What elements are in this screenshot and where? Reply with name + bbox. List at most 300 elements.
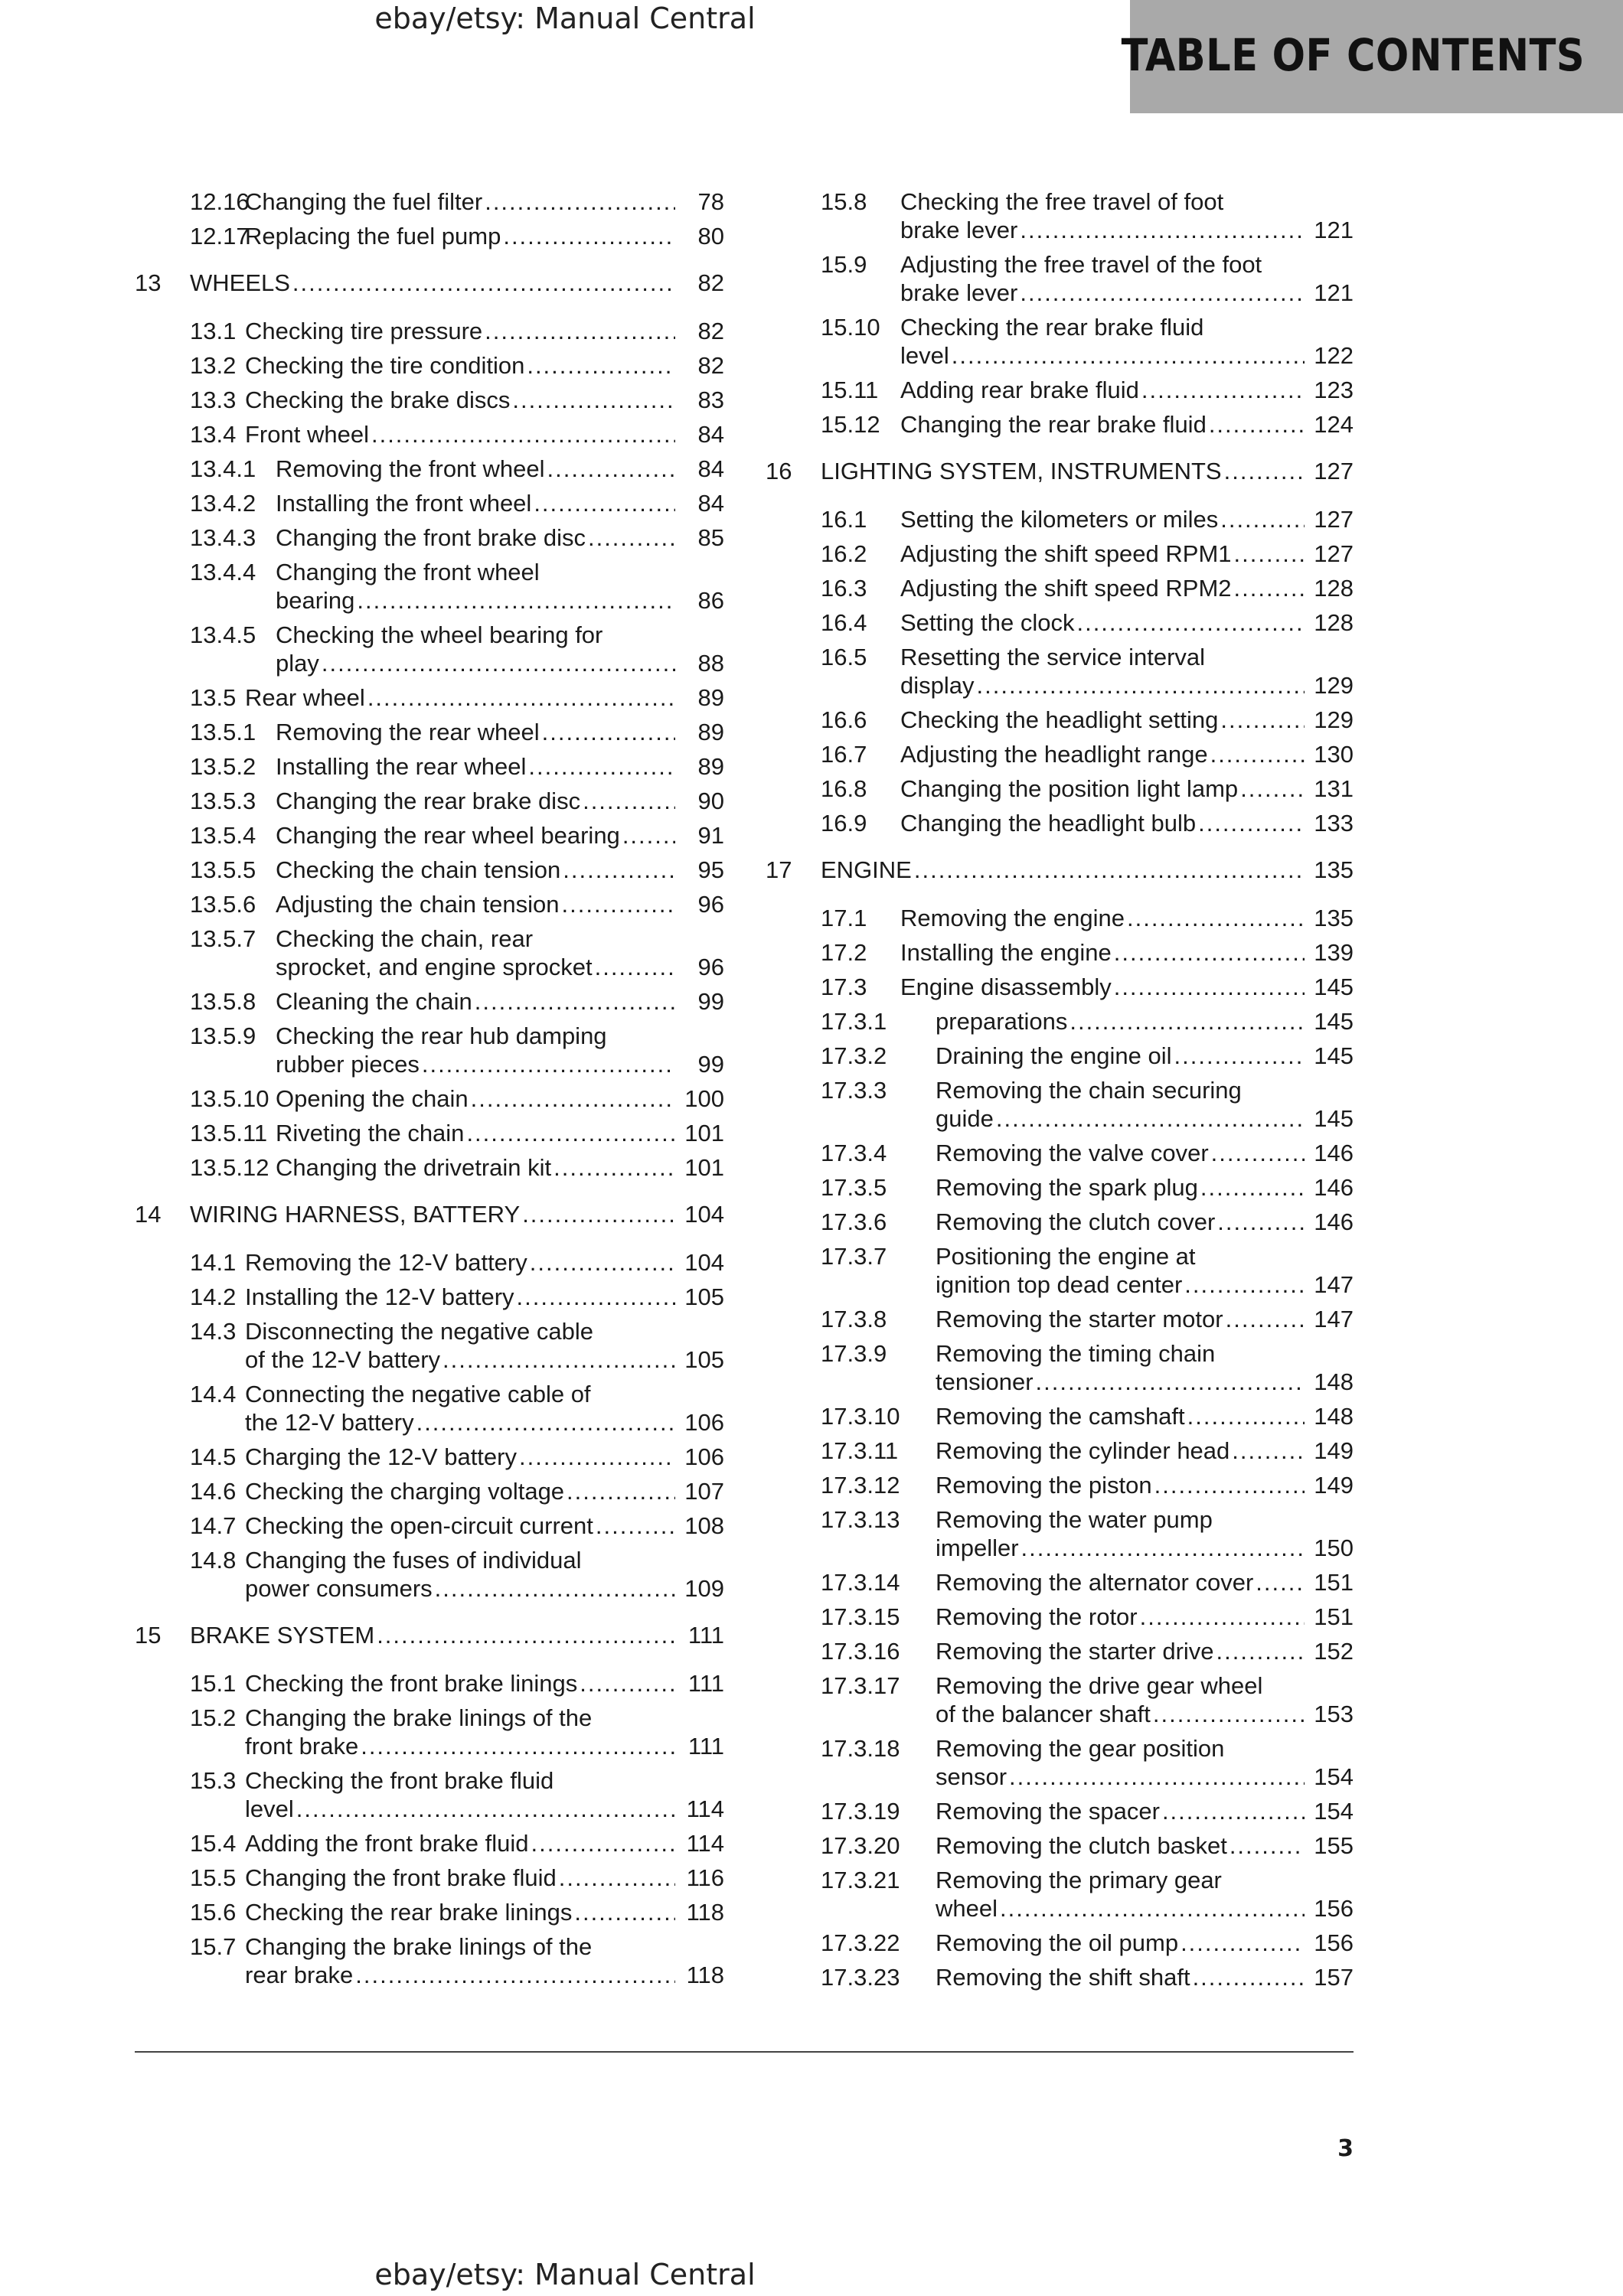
toc-entry[interactable] <box>766 250 1354 307</box>
toc-dot-leader <box>1076 608 1305 637</box>
toc-entry[interactable] <box>135 222 724 250</box>
toc-page-number: 152 <box>1314 1638 1354 1665</box>
toc-entry-title-line: Adjusting the free travel of the foot <box>900 251 1262 278</box>
toc-entry-title-line: Installing the rear wheel <box>276 753 527 780</box>
toc-dot-leader <box>567 1477 675 1505</box>
toc-entry-title-line: Adding the front brake fluid <box>245 1830 529 1857</box>
toc-dot-leader <box>361 1732 675 1760</box>
toc-entry-title-line: Removing the starter motor <box>936 1306 1223 1332</box>
toc-entry-title-line: Changing the front brake disc <box>276 524 586 551</box>
toc-dot-leader <box>1232 1437 1305 1465</box>
toc-dot-leader <box>435 1574 675 1603</box>
toc-page-number: 80 <box>697 223 724 249</box>
toc-entry-number: 16.1 <box>821 506 867 533</box>
toc-entry-number: 17.3.23 <box>821 1964 900 1991</box>
toc-entry[interactable] <box>135 1829 724 1857</box>
toc-entry-number: 16.9 <box>821 810 867 837</box>
toc-entry[interactable] <box>135 420 724 448</box>
toc-entry-number: 17.3.8 <box>821 1306 887 1332</box>
toc-entry[interactable] <box>766 973 1354 1001</box>
toc-entry-number: 17.3.13 <box>821 1506 900 1533</box>
toc-entry[interactable] <box>135 1317 724 1374</box>
toc-entry-number: 13.4.1 <box>190 455 256 482</box>
toc-entry-title-line: Front wheel <box>245 421 369 448</box>
toc-entry-number: 13.2 <box>190 352 237 379</box>
toc-page-number: 150 <box>1314 1534 1354 1561</box>
toc-entry-title-line: sprocket, and engine sprocket <box>276 954 593 980</box>
toc-entry-number: 15.12 <box>821 411 880 438</box>
toc-entry[interactable] <box>766 1437 1354 1465</box>
toc-dot-leader <box>475 987 675 1016</box>
toc-entry-number: 15.5 <box>190 1864 237 1891</box>
toc-dot-leader <box>1140 1603 1305 1631</box>
header-banner <box>1121 0 1623 113</box>
toc-entry[interactable] <box>766 809 1354 837</box>
toc-dot-leader <box>1220 706 1305 734</box>
toc-entry-number: 15.6 <box>190 1899 237 1926</box>
toc-entry[interactable] <box>766 1963 1354 1991</box>
toc-entry-title-line: Changing the fuses of individual <box>245 1547 582 1574</box>
page-number: 3 <box>1337 2135 1354 2162</box>
toc-entry[interactable] <box>135 1084 724 1113</box>
toc-dot-leader <box>1020 279 1305 307</box>
toc-entry[interactable] <box>766 1402 1354 1430</box>
toc-page-number: 128 <box>1314 609 1354 636</box>
toc-page-number: 114 <box>686 1795 724 1822</box>
toc-entry[interactable] <box>766 313 1354 370</box>
toc-entry-title-line: WIRING HARNESS, BATTERY <box>190 1201 521 1228</box>
toc-page-number: 106 <box>684 1409 724 1436</box>
toc-entry[interactable] <box>766 1831 1354 1860</box>
toc-entry-title-line: Removing the clutch cover <box>936 1208 1216 1235</box>
toc-entry-title-line: sensor <box>936 1763 1007 1790</box>
toc-dot-leader <box>367 683 675 712</box>
toc-chapter[interactable] <box>135 1200 724 1228</box>
toc-entry-title-line: Removing the clutch basket <box>936 1832 1227 1859</box>
toc-page-number: 116 <box>686 1864 724 1891</box>
toc-page-number: 146 <box>1314 1208 1354 1235</box>
toc-entry-title-line: Installing the front wheel <box>276 490 532 517</box>
toc-entry-number: 17.3.3 <box>821 1077 887 1104</box>
toc-dot-leader <box>554 1153 675 1182</box>
toc-page-number: 95 <box>697 856 724 883</box>
toc-entry-number: 17.2 <box>821 939 867 966</box>
toc-entry-title-line: Changing the headlight bulb <box>900 810 1197 837</box>
toc-entry[interactable] <box>135 925 724 981</box>
toc-entry[interactable] <box>135 489 724 517</box>
toc-dot-leader <box>522 1200 675 1228</box>
toc-entry[interactable] <box>766 706 1354 734</box>
toc-page-number: 86 <box>697 587 724 614</box>
toc-dot-leader <box>1009 1763 1305 1791</box>
toc-dot-leader <box>574 1898 675 1926</box>
toc-entry-title-line: Draining the engine oil <box>936 1042 1172 1069</box>
toc-dot-leader <box>559 1864 675 1892</box>
toc-page-number: 100 <box>684 1085 724 1112</box>
toc-page-number: 111 <box>687 1622 724 1649</box>
toc-entry[interactable] <box>135 1704 724 1760</box>
toc-entry[interactable] <box>766 1007 1354 1035</box>
toc-chapter[interactable] <box>766 856 1354 884</box>
toc-entry-title-line: Checking the rear hub damping <box>276 1022 607 1049</box>
toc-entry-number: 13.5.3 <box>190 788 256 814</box>
toc-entry-number: 17.3.15 <box>821 1603 900 1630</box>
toc-entry-number: 13.5.7 <box>190 925 256 952</box>
toc-entry-title-line: Removing the valve cover <box>936 1140 1209 1166</box>
toc-page-number: 89 <box>697 753 724 780</box>
toc-dot-leader <box>355 1961 675 1989</box>
toc-entry[interactable] <box>135 821 724 850</box>
toc-entry-title-line: Removing the spark plug <box>936 1174 1198 1201</box>
toc-entry[interactable] <box>135 718 724 746</box>
toc-entry[interactable] <box>766 1339 1354 1396</box>
toc-entry[interactable] <box>135 683 724 712</box>
toc-entry-number: 17.3.7 <box>821 1243 887 1270</box>
toc-entry-title-line: front brake <box>245 1733 359 1760</box>
toc-entry-title-line: Changing the front brake fluid <box>245 1864 557 1891</box>
toc-entry-title-line: WHEELS <box>190 269 290 296</box>
toc-entry[interactable] <box>766 1042 1354 1070</box>
toc-entry-number: 17.3.11 <box>821 1437 899 1464</box>
toc-dot-leader <box>1184 1270 1305 1299</box>
toc-entry-title-line: LIGHTING SYSTEM, INSTRUMENTS <box>821 458 1222 484</box>
toc-page-number: 109 <box>684 1575 724 1602</box>
toc-dot-leader <box>588 523 675 552</box>
toc-page-number: 153 <box>1314 1701 1354 1727</box>
toc-entry[interactable] <box>766 188 1354 244</box>
toc-entry[interactable] <box>135 987 724 1016</box>
toc-entry[interactable] <box>766 740 1354 768</box>
toc-chapter[interactable] <box>135 269 724 297</box>
toc-entry[interactable] <box>766 540 1354 568</box>
toc-entry[interactable] <box>135 188 724 216</box>
toc-entry-number: 13.1 <box>190 318 237 344</box>
toc-dot-leader <box>1224 457 1305 485</box>
toc-dot-leader <box>1181 1929 1305 1957</box>
toc-entry-title-line: level <box>245 1795 294 1822</box>
toc-entry[interactable] <box>135 455 724 483</box>
toc-page-number: 131 <box>1314 775 1354 802</box>
toc-dot-leader <box>1234 540 1305 568</box>
toc-dot-leader <box>1217 1208 1305 1236</box>
toc-entry[interactable] <box>766 1866 1354 1923</box>
toc-entry-title-line: Removing the piston <box>936 1472 1152 1499</box>
toc-entry[interactable] <box>766 410 1354 439</box>
toc-entry-number: 17.3.2 <box>821 1042 887 1069</box>
toc-entry[interactable] <box>135 1512 724 1540</box>
toc-entry-title-line: Adjusting the chain tension <box>276 891 560 918</box>
toc-page-number: 129 <box>1314 706 1354 733</box>
toc-page-number: 146 <box>1314 1140 1354 1166</box>
toc-entry[interactable] <box>135 1932 724 1989</box>
toc-page-number: 145 <box>1314 1105 1354 1132</box>
toc-entry-title-line: Adding rear brake fluid <box>900 377 1139 403</box>
toc-dot-leader <box>1226 1305 1305 1333</box>
toc-entry-title-line: Checking the chain tension <box>276 856 561 883</box>
toc-page-number: 105 <box>684 1346 724 1373</box>
toc-entry[interactable] <box>766 643 1354 700</box>
toc-entry-title-line: Charging the 12-V battery <box>245 1443 517 1470</box>
toc-dot-leader <box>542 718 675 746</box>
toc-entry[interactable] <box>766 1076 1354 1133</box>
toc-entry-title-line: play <box>276 650 319 677</box>
toc-entry-number: 15.11 <box>821 377 879 403</box>
toc-dot-leader <box>562 890 675 918</box>
toc-entry[interactable] <box>766 376 1354 404</box>
toc-dot-leader <box>519 1443 675 1471</box>
toc-dot-leader <box>485 317 675 345</box>
toc-page-number: 149 <box>1314 1437 1354 1464</box>
toc-entry[interactable] <box>135 1022 724 1078</box>
toc-entry-title-line: Resetting the service interval <box>900 644 1206 670</box>
toc-entry-number: 17.3.20 <box>821 1832 900 1859</box>
toc-entry-number: 13.4.5 <box>190 621 256 648</box>
toc-entry-number: 17.3.10 <box>821 1403 900 1430</box>
toc-page-number: 130 <box>1314 741 1354 768</box>
toc-entry[interactable] <box>766 938 1354 967</box>
toc-entry-number: 16.4 <box>821 609 867 636</box>
toc-entry-title-line: Disconnecting the negative cable <box>245 1318 593 1345</box>
toc-page-number: 108 <box>684 1512 724 1539</box>
toc-entry[interactable] <box>766 1208 1354 1236</box>
toc-entry[interactable] <box>766 1173 1354 1202</box>
toc-page-number: 84 <box>697 490 724 517</box>
toc-entry-title-line: Removing the timing chain <box>936 1340 1216 1367</box>
watermark-bottom: ebay/etsy: Manual Central <box>374 2258 756 2291</box>
toc-chapter[interactable] <box>135 1621 724 1649</box>
toc-page-number: 99 <box>697 988 724 1015</box>
toc-entry-number: 17.3.18 <box>821 1735 900 1762</box>
toc-entry-number: 15.10 <box>821 314 880 341</box>
toc-entry-title-line: Adjusting the shift speed RPM2 <box>900 575 1232 602</box>
toc-page-number: 124 <box>1314 411 1354 438</box>
toc-entry-title-line: rubber pieces <box>276 1051 420 1078</box>
toc-entry[interactable] <box>766 1568 1354 1596</box>
toc-chapter[interactable] <box>766 457 1354 485</box>
toc-dot-leader <box>534 489 675 517</box>
toc-dot-leader <box>1187 1402 1305 1430</box>
toc-entry-number: 16.5 <box>821 644 867 670</box>
toc-page-number: 111 <box>687 1733 724 1760</box>
toc-page-number: 96 <box>697 954 724 980</box>
toc-entry-number: 14.4 <box>190 1381 237 1407</box>
toc-entry-title-line: Installing the engine <box>900 939 1112 966</box>
toc-dot-leader <box>1234 574 1305 602</box>
toc-entry-number: 12.16 <box>190 188 250 215</box>
toc-entry[interactable] <box>766 1637 1354 1665</box>
toc-entry-title-line: Removing the water pump <box>936 1506 1213 1533</box>
toc-entry-title-line: Removing the rear wheel <box>276 719 540 745</box>
toc-entry-number: 15.3 <box>190 1767 237 1794</box>
toc-entry[interactable] <box>766 775 1354 803</box>
toc-page-number: 128 <box>1314 575 1354 602</box>
toc-dot-leader <box>322 649 675 677</box>
toc-dot-leader <box>416 1408 675 1437</box>
toc-page-number: 127 <box>1314 540 1354 567</box>
toc-entry-title-line: Adjusting the shift speed RPM1 <box>900 540 1232 567</box>
toc-entry-title-line: rear brake <box>245 1962 354 1988</box>
toc-entry[interactable] <box>135 1119 724 1147</box>
toc-entry[interactable] <box>766 1797 1354 1825</box>
toc-entry-title-line: Checking the free travel of foot <box>900 188 1224 215</box>
toc-entry[interactable] <box>135 523 724 552</box>
toc-entry-number: 12.17 <box>190 223 250 249</box>
toc-entry[interactable] <box>766 1305 1354 1333</box>
toc-dot-leader <box>1069 1007 1305 1035</box>
toc-entry-number: 17.3.17 <box>821 1672 900 1699</box>
toc-entry[interactable] <box>135 1669 724 1698</box>
toc-entry-title-line: level <box>900 342 949 369</box>
toc-dot-leader <box>580 1669 675 1698</box>
toc-entry-title-line: Removing the starter drive <box>936 1638 1214 1665</box>
toc-entry-title-line: Changing the rear wheel bearing <box>276 822 620 849</box>
toc-dot-leader <box>530 1248 675 1277</box>
toc-entry[interactable] <box>135 890 724 918</box>
toc-entry-number: 17.3.19 <box>821 1798 900 1825</box>
toc-entry[interactable] <box>766 1505 1354 1562</box>
toc-entry-number: 15.8 <box>821 188 867 215</box>
toc-entry-title-line: Removing the cylinder head <box>936 1437 1230 1464</box>
toc-entry-title-line: Setting the kilometers or miles <box>900 506 1219 533</box>
toc-dot-leader <box>1127 904 1305 932</box>
toc-entry-title-line: Rear wheel <box>245 684 365 711</box>
toc-entry-title-line: BRAKE SYSTEM <box>190 1622 375 1649</box>
toc-entry-number: 17.3.4 <box>821 1140 887 1166</box>
toc-entry-number: 13.5.2 <box>190 753 256 780</box>
toc-entry-title-line: impeller <box>936 1534 1019 1561</box>
toc-page-number: 82 <box>697 269 724 296</box>
toc-entry-number: 13.5.4 <box>190 822 256 849</box>
toc-entry-number: 13.5.11 <box>190 1120 268 1146</box>
toc-entry[interactable] <box>766 1603 1354 1631</box>
toc-entry[interactable] <box>135 621 724 677</box>
toc-page-number: 107 <box>684 1478 724 1505</box>
toc-entry[interactable] <box>766 1139 1354 1167</box>
toc-dot-leader <box>1174 1042 1305 1070</box>
toc-dot-leader <box>503 222 675 250</box>
toc-page-number: 154 <box>1314 1798 1354 1825</box>
toc-entry-number: 17.3.6 <box>821 1208 887 1235</box>
toc-entry-number: 15.4 <box>190 1830 237 1857</box>
toc-entry-title-line: Positioning the engine at <box>936 1243 1196 1270</box>
toc-entry[interactable] <box>135 351 724 380</box>
toc-entry[interactable] <box>135 386 724 414</box>
toc-page-number: 99 <box>697 1051 724 1078</box>
toc-entry[interactable] <box>135 856 724 884</box>
toc-page-number: 118 <box>686 1962 724 1988</box>
toc-entry[interactable] <box>135 1864 724 1892</box>
toc-entry-title-line: Changing the fuel filter <box>245 188 483 215</box>
toc-entry-title-line: of the 12-V battery <box>245 1346 441 1373</box>
toc-dot-leader <box>977 671 1305 700</box>
toc-entry-number: 17.3.21 <box>821 1867 900 1893</box>
toc-entry-number: 15.2 <box>190 1704 237 1731</box>
toc-dot-leader <box>1220 505 1305 533</box>
toc-entry-title-line: Changing the position light lamp <box>900 775 1239 802</box>
toc-entry[interactable] <box>766 1471 1354 1499</box>
toc-entry-title-line: brake lever <box>900 279 1018 306</box>
toc-entry[interactable] <box>766 574 1354 602</box>
toc-dot-leader <box>1256 1568 1305 1596</box>
toc-entry[interactable] <box>766 1734 1354 1791</box>
toc-entry-title-line: Checking the rear brake linings <box>245 1899 573 1926</box>
toc-entry[interactable] <box>135 787 724 815</box>
toc-entry[interactable] <box>135 1283 724 1311</box>
toc-entry[interactable] <box>135 1443 724 1471</box>
toc-entry-title-line: tensioner <box>936 1368 1034 1395</box>
toc-entry-title-line: Removing the camshaft <box>936 1403 1185 1430</box>
toc-entry[interactable] <box>766 1242 1354 1299</box>
toc-page-number: 135 <box>1314 905 1354 931</box>
toc-entry-title-line: ENGINE <box>821 856 912 883</box>
toc-dot-leader <box>527 351 675 380</box>
toc-dot-leader <box>1153 1700 1305 1728</box>
toc-entry-title-line: guide <box>936 1105 994 1132</box>
toc-entry-title-line: Riveting the chain <box>276 1120 465 1146</box>
toc-entry-number: 13.5.9 <box>190 1022 256 1049</box>
toc-dot-leader <box>442 1345 675 1374</box>
toc-entry[interactable] <box>766 505 1354 533</box>
toc-entry[interactable] <box>135 1477 724 1505</box>
toc-entry-number: 13.5.6 <box>190 891 256 918</box>
toc-page-number: 83 <box>697 386 724 413</box>
toc-entry-title-line: Engine disassembly <box>900 974 1112 1000</box>
toc-entry[interactable] <box>135 752 724 781</box>
toc-entry[interactable] <box>135 1898 724 1926</box>
toc-entry[interactable] <box>766 904 1354 932</box>
toc-entry[interactable] <box>766 1929 1354 1957</box>
toc-entry-number: 13.5.10 <box>190 1085 269 1112</box>
toc-entry-title-line: Changing the rear brake disc <box>276 788 581 814</box>
toc-entry-title-line: Removing the 12-V battery <box>245 1249 527 1276</box>
toc-entry-number: 13.5.12 <box>190 1154 269 1181</box>
toc-entry-number: 16 <box>766 458 792 484</box>
toc-entry-number: 17.3.9 <box>821 1340 887 1367</box>
toc-entry-title-line: Cleaning the chain <box>276 988 472 1015</box>
toc-entry[interactable] <box>135 558 724 615</box>
toc-entry-number: 16.3 <box>821 575 867 602</box>
toc-entry-number: 13.4 <box>190 421 237 448</box>
toc-page-number: 90 <box>697 788 724 814</box>
toc-entry[interactable] <box>135 1153 724 1182</box>
toc-entry[interactable] <box>766 608 1354 637</box>
toc-entry-number: 14.3 <box>190 1318 237 1345</box>
toc-page-number: 145 <box>1314 1008 1354 1035</box>
toc-dot-leader <box>1200 1173 1305 1202</box>
toc-entry[interactable] <box>135 1380 724 1437</box>
toc-entry-number: 14.8 <box>190 1547 237 1574</box>
toc-page-number: 96 <box>697 891 724 918</box>
toc-entry[interactable] <box>135 1766 724 1823</box>
toc-entry[interactable] <box>135 1546 724 1603</box>
toc-entry-title-line: Checking the front brake linings <box>245 1670 578 1697</box>
toc-page-number: 118 <box>686 1899 724 1926</box>
toc-entry[interactable] <box>135 317 724 345</box>
toc-entry[interactable] <box>766 1671 1354 1728</box>
toc-page-number: 101 <box>684 1120 724 1146</box>
toc-entry-title-line: Checking the wheel bearing for <box>276 621 603 648</box>
toc-page-number: 84 <box>697 455 724 482</box>
toc-entry-title-line: Connecting the negative cable of <box>245 1381 591 1407</box>
toc-entry[interactable] <box>135 1248 724 1277</box>
toc-dot-leader <box>528 752 675 781</box>
toc-entry-title-line: the 12-V battery <box>245 1409 414 1436</box>
watermark-top: ebay/etsy: Manual Central <box>374 2 756 35</box>
toc-dot-leader <box>1198 809 1305 837</box>
toc-entry-number: 16.6 <box>821 706 867 733</box>
toc-page-number: 151 <box>1314 1569 1354 1596</box>
toc-entry-title-line: Checking the charging voltage <box>245 1478 565 1505</box>
